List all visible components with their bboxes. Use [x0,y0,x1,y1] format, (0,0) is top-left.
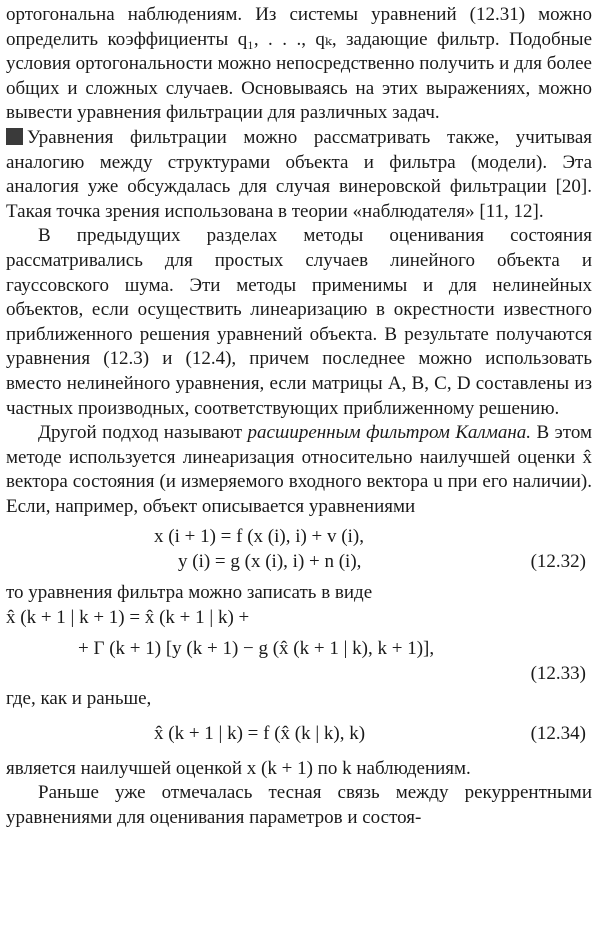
paragraph-2 [6,126,592,224]
equation-number-12-32: (12.32) [530,551,586,573]
paragraph-4 [6,421,592,519]
equation-12-32-line-1: x (i + 1) = f (x (i), i) + v (i), [154,526,364,548]
equation-12-33-line-1: x̂ (k + 1 | k + 1) = x̂ (k + 1 | k) + [6,607,250,629]
paragraph-5: то уравнения фильтра можно записать в виде [6,582,373,604]
equation-12-32-line-2: y (i) = g (x (i), i) + n (i), (12.32) [6,550,592,575]
paragraph-2-text: Уравнения фильтрации можно рассматривать также, учитывая аналогию между структурами объекта и фильтра (модели). Эта аналогия уже обсуждалась для случая винеровской фильтрации [20]. Такая точка зрения использована в теории «наблюдателя» [11, 12]. [6,126,592,222]
margin-marker [6,128,23,145]
extended-kalman-filter-term: расширенным фильтром Калмана. [247,422,532,444]
paragraph-4-rest: В этом методе используется линеаризация относительно наилучшей оценки x̂ вектора состояния (и измеряемого входного вектора u при его наличии). Если, например, объект описывается уравнениями [6,422,592,517]
paragraph-3: В предыдущих разделах методы оценивания состояния рассматривались для простых случаев линейного объекта и гауссовского шума. Эти методы применимы и для нелинейных объектов, если осуществить линеаризацию в окрестности известного приближенного решения уравнений объекта. В результате получаются уравнения (12.3) и (12.4), причем последнее можно использовать вместо нелинейного уравнения, если матрицы A, B, C, D составлены из частных производных, соответствующих приближенному решению. [6,225,592,419]
equation-number-12-34: (12.34) [530,722,586,744]
equation-12-34: x̂ (k + 1 | k) = f (x̂ (k | k), k) (12.34) [6,722,592,747]
paragraph-8: Раньше уже отмечалась тесная связь между рекуррентными уравнениями для оценивания параметров и состоя- [6,782,592,828]
equation-12-33-line-2: + Γ (k + 1) [y (k + 1) − g (x̂ (k + 1 | k), k + 1)], [78,638,435,660]
paragraph-7: является наилучшей оценкой x (k + 1) по k наблюдениям. [6,757,471,779]
paragraph-6: где, как и раньше, [6,688,152,710]
paragraph-4-start: Другой подход называют [38,422,248,444]
paragraph-1: ортогональна наблюдениям. Из системы уравнений (12.31) можно определить коэффициенты q₁, . . ., qₖ, задающие фильтр. Подобные условия ортогональности можно непосредственно получить и для более общих и сложных случаев. Основываясь на этих выражениях, можно вывести уравнения фильтрации для различных задач. [6,4,592,124]
equation-12-33-number-row [6,662,592,687]
equation-number-12-33: (12.33) [530,663,586,685]
